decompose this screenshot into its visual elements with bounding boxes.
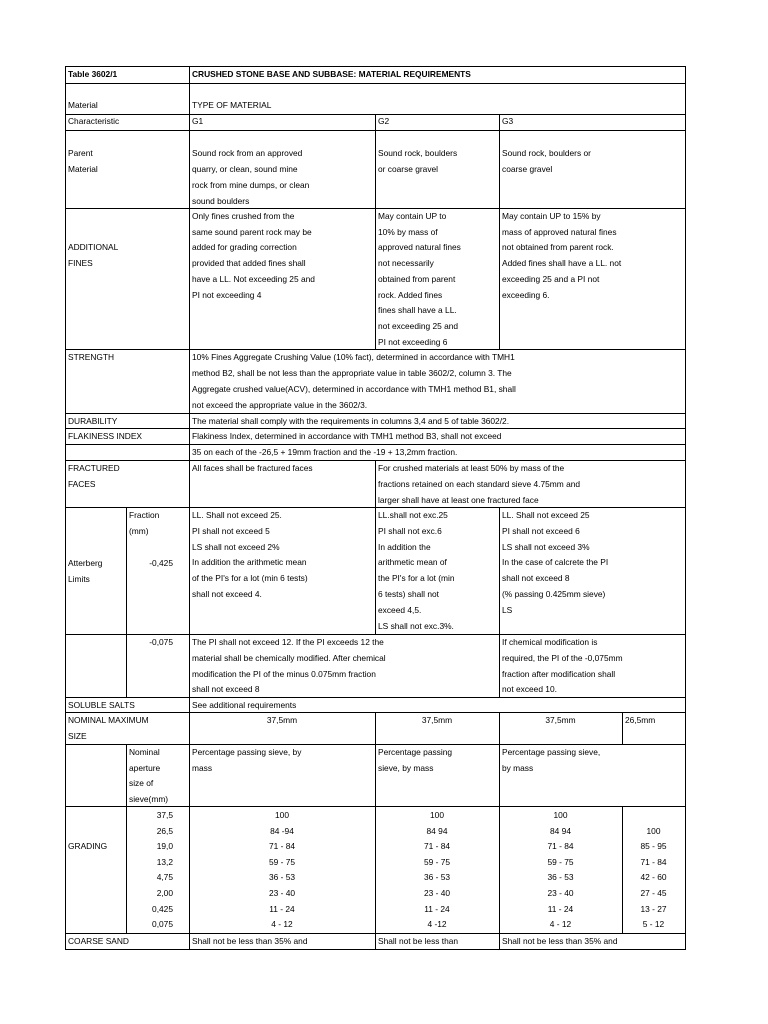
size-value: 26,5mm: [625, 715, 656, 725]
table-rule: [622, 712, 623, 744]
row-label: SIZE: [68, 731, 87, 741]
cell-text: 35 on each of the -26,5 + 19mm fraction and the -19 + 13,2mm fraction.: [192, 447, 458, 457]
table-title: CRUSHED STONE BASE AND SUBBASE: MATERIAL REQUIREMENTS: [192, 69, 471, 79]
cell-text: Percentage passing sieve, by: [192, 747, 302, 757]
cell-text: The PI shall not exceed 12. If the PI exceeds 12 the: [192, 637, 384, 647]
grading-value: 84 94: [426, 825, 448, 836]
table-rule: [126, 507, 127, 697]
table-rule: [189, 114, 686, 115]
cell-text: PI shall not exceed 5: [192, 525, 270, 536]
cell-text: have a LL. Not exceeding 25 and: [192, 273, 315, 284]
cell-text: sieve, by mass: [378, 763, 434, 773]
table-rule: [126, 744, 127, 933]
grading-value: 71 - 84: [423, 841, 451, 852]
cell-text: For crushed materials at least 50% by mass of the: [378, 463, 565, 473]
cell-text: material shall be chemically modified. After chemical: [192, 652, 386, 663]
row-label: FRACTURED: [68, 463, 120, 473]
grading-value: 11 - 24: [547, 903, 574, 914]
column-header-g3: G3: [502, 116, 514, 126]
cell-text: mass of approved natural fines: [502, 226, 617, 237]
grading-value: 4 - 12: [271, 919, 293, 930]
table-rule: [65, 349, 686, 350]
sieve-size: 13,2: [156, 856, 173, 867]
cell-text: fraction after modification shall: [502, 668, 616, 679]
cell-text: Aggregate crushed value(ACV), determined in accordance with TMH1 method B1, shall: [192, 384, 516, 394]
table-rule: [65, 83, 686, 84]
grading-value: 71 - 84: [547, 841, 574, 852]
table-rule: [65, 66, 66, 950]
cell-text: not exceeding 25 and: [378, 320, 459, 331]
column-header: TYPE OF MATERIAL: [192, 100, 272, 110]
cell-text: PI not exceeding 4: [192, 289, 262, 300]
cell-text: Percentage passing sieve,: [502, 747, 601, 757]
grading-value: 36 - 53: [547, 872, 574, 883]
cell-text: approved natural fines: [378, 242, 461, 253]
cell-text: LS shall not exceed 2%: [192, 541, 280, 552]
cell-text: LL.shall not exc.25: [378, 510, 448, 520]
table-rule: [65, 428, 686, 429]
cell-text: In addition the: [378, 541, 431, 552]
table-rule: [65, 697, 686, 698]
table-rule: [65, 634, 686, 635]
cell-text: same sound parent rock may be: [192, 226, 312, 237]
cell-text: Flakiness Index, determined in accordance with TMH1 method B3, shall not exceed: [192, 431, 502, 441]
cell-text: arithmetic mean of: [378, 557, 447, 568]
sieve-size: 0,425: [152, 903, 173, 914]
table-rule: [375, 114, 376, 349]
cell-text: Added fines shall have a LL. not: [502, 258, 622, 269]
grading-value: 23 - 40: [268, 888, 296, 898]
sieve-size: 26,5: [156, 825, 173, 836]
size-value: 37,5mm: [421, 715, 453, 725]
cell-text: not necessarily: [378, 258, 434, 269]
row-label: Characteristic: [68, 116, 120, 126]
sieve-size: 37,5: [156, 810, 173, 820]
table-rule: [499, 114, 500, 349]
cell-text: modification the PI of the minus 0.075mm fraction: [192, 668, 376, 679]
cell-text: shall not exceed 8: [502, 573, 570, 584]
cell-text: In addition the arithmetic mean: [192, 557, 307, 568]
grading-value: 100: [646, 825, 661, 836]
grading-value: 23 - 40: [547, 888, 574, 898]
cell-text: LS shall not exceed 3%: [502, 541, 590, 552]
row-label: ADDITIONAL: [68, 242, 119, 252]
sieve-size: 19,0: [156, 841, 173, 852]
grading-value: 42 - 60: [640, 872, 667, 883]
grading-value: 4 -12: [427, 919, 447, 930]
cell-text: rock from mine dumps, or clean: [192, 180, 310, 190]
cell-text: exceeding 25 and a PI not: [502, 273, 600, 284]
table-rule: [685, 66, 686, 950]
table-number: Table 3602/1: [68, 69, 118, 79]
column-header-g2: G2: [378, 116, 390, 126]
cell-text: exceed 4,5.: [378, 604, 422, 615]
row-label: NOMINAL MAXIMUM: [68, 715, 149, 725]
sieve-size: 0,075: [152, 919, 173, 930]
cell-text: larger shall have at least one fractured face: [378, 495, 539, 505]
grading-value: 5 - 12: [642, 919, 665, 930]
cell-text: LS shall not exc.3%.: [378, 620, 454, 631]
row-label: Parent: [68, 148, 93, 158]
cell-text: rock. Added fines: [378, 289, 443, 300]
grading-value: 84 94: [550, 825, 571, 836]
cell-text: PI not exceeding 6: [378, 336, 448, 347]
table-rule: [65, 444, 686, 445]
cell-text: not obtained from parent rock.: [502, 242, 614, 253]
cell-text: 10% by mass of: [378, 226, 438, 237]
sub-label: -0,075: [149, 637, 173, 647]
cell-text: of the PI's for a lot (min 6 tests): [192, 573, 308, 584]
cell-text: LS: [502, 604, 513, 615]
sub-label: Fraction: [129, 510, 160, 520]
table-rule: [65, 66, 686, 67]
cell-text: Sound rock, boulders or: [502, 148, 591, 158]
cell-text: quarry, or clean, sound mine: [192, 164, 298, 174]
sub-label: size of: [129, 778, 154, 789]
cell-text: provided that added fines shall: [192, 258, 306, 269]
cell-text: All faces shall be fractured faces: [192, 463, 313, 473]
grading-value: 71 - 84: [268, 841, 296, 852]
cell-text: shall not exceed 8: [192, 684, 260, 695]
row-label: GRADING: [68, 841, 108, 851]
row-label: COARSE SAND: [68, 936, 129, 946]
cell-text: by mass: [502, 763, 534, 773]
cell-text: method B2, shall be not less than the appropriate value in table 3602/2, column 3. The: [192, 368, 512, 378]
column-header-g1: G1: [192, 116, 204, 126]
cell-text: fractions retained on each standard sieve 4.75mm and: [378, 479, 581, 489]
cell-text: obtained from parent: [378, 273, 456, 284]
cell-text: In the case of calcrete the PI: [502, 557, 609, 568]
cell-text: Shall not be less than 35% and: [502, 936, 618, 946]
grading-value: 36 - 53: [423, 872, 451, 883]
sieve-size: 4,75: [156, 872, 173, 883]
sub-label: sieve(mm): [129, 793, 169, 804]
row-label: SOLUBLE SALTS: [68, 700, 135, 710]
sub-label: -0,425: [149, 558, 173, 568]
row-label: FLAKINESS INDEX: [68, 431, 143, 441]
grading-value: 100: [553, 810, 568, 820]
cell-text: (% passing 0.425mm sieve): [502, 589, 606, 599]
cell-text: or coarse gravel: [378, 164, 439, 174]
table-rule: [499, 507, 500, 697]
grading-value: 23 - 40: [423, 888, 451, 898]
cell-text: Shall not be less than 35% and: [192, 936, 308, 946]
table-rule: [65, 413, 686, 414]
cell-text: mass: [192, 763, 213, 773]
grading-value: 59 - 75: [268, 856, 296, 867]
cell-text: added for grading correction: [192, 242, 297, 253]
row-label: DURABILITY: [68, 416, 118, 426]
cell-text: required, the PI of the -0,075mm: [502, 652, 623, 663]
sieve-size: 2,00: [156, 888, 173, 898]
cell-text: LL. Shall not exceed 25.: [192, 510, 282, 520]
table-rule: [375, 460, 376, 634]
cell-text: Only fines crushed from the: [192, 211, 295, 221]
cell-text: exceeding 6.: [502, 289, 550, 300]
cell-text: not exceed 10.: [502, 684, 557, 695]
cell-text: the PI's for a lot (min: [378, 573, 455, 584]
cell-text: Sound rock, boulders: [378, 148, 458, 158]
grading-value: 11 - 24: [269, 903, 295, 914]
grading-value: 100: [430, 810, 444, 820]
grading-value: 13 - 27: [640, 903, 667, 914]
sub-label: aperture: [129, 762, 161, 773]
cell-text: Shall not be less than: [378, 936, 459, 946]
size-value: 37,5mm: [545, 715, 576, 725]
row-label: Limits: [68, 574, 90, 584]
cell-text: If chemical modification is: [502, 637, 598, 647]
cell-text: 10% Fines Aggregate Crushing Value (10% fact), determined in accordance with TMH1: [192, 352, 515, 362]
grading-value: 100: [275, 810, 289, 820]
sub-label: (mm): [129, 526, 149, 536]
sub-label: Nominal: [129, 747, 160, 757]
cell-text: coarse gravel: [502, 164, 553, 174]
cell-text: Percentage passing: [378, 747, 453, 757]
row-label: Atterberg: [68, 558, 103, 568]
cell-text: fines shall have a LL.: [378, 305, 457, 316]
cell-text: The material shall comply with the requirements in columns 3,4 and 5 of table 3602/2.: [192, 416, 510, 426]
cell-text: May contain UP to: [378, 211, 447, 221]
row-label: Material: [68, 100, 98, 110]
grading-value: 11 - 24: [424, 903, 450, 914]
grading-value: 59 - 75: [547, 856, 574, 867]
cell-text: PI shall not exceed 6: [502, 525, 580, 536]
cell-text: Sound rock from an approved: [192, 148, 303, 158]
grading-value: 59 - 75: [423, 856, 451, 867]
cell-text: sound boulders: [192, 196, 250, 206]
grading-value: 27 - 45: [640, 888, 667, 898]
size-value: 37,5mm: [266, 715, 298, 725]
cell-text: LL. Shall not exceed 25: [502, 510, 590, 520]
grading-value: 4 - 12: [549, 919, 572, 930]
grading-value: 71 - 84: [640, 856, 667, 867]
cell-text: shall not exceed 4.: [192, 589, 262, 599]
row-label: FACES: [68, 479, 96, 489]
grading-value: 36 - 53: [268, 872, 296, 883]
cell-text: not exceed the appropriate value in the 3602/3.: [192, 400, 368, 410]
cell-text: PI shall not exc.6: [378, 525, 442, 536]
row-label: Material: [68, 164, 98, 174]
grading-value: 84 -94: [270, 825, 294, 836]
cell-text: 6 tests) shall not: [378, 589, 439, 599]
cell-text: May contain UP to 15% by: [502, 211, 601, 221]
cell-text: See additional requirements: [192, 700, 297, 710]
row-label: FINES: [68, 258, 93, 268]
grading-value: 85 - 95: [640, 841, 667, 852]
row-label: STRENGTH: [68, 352, 115, 362]
